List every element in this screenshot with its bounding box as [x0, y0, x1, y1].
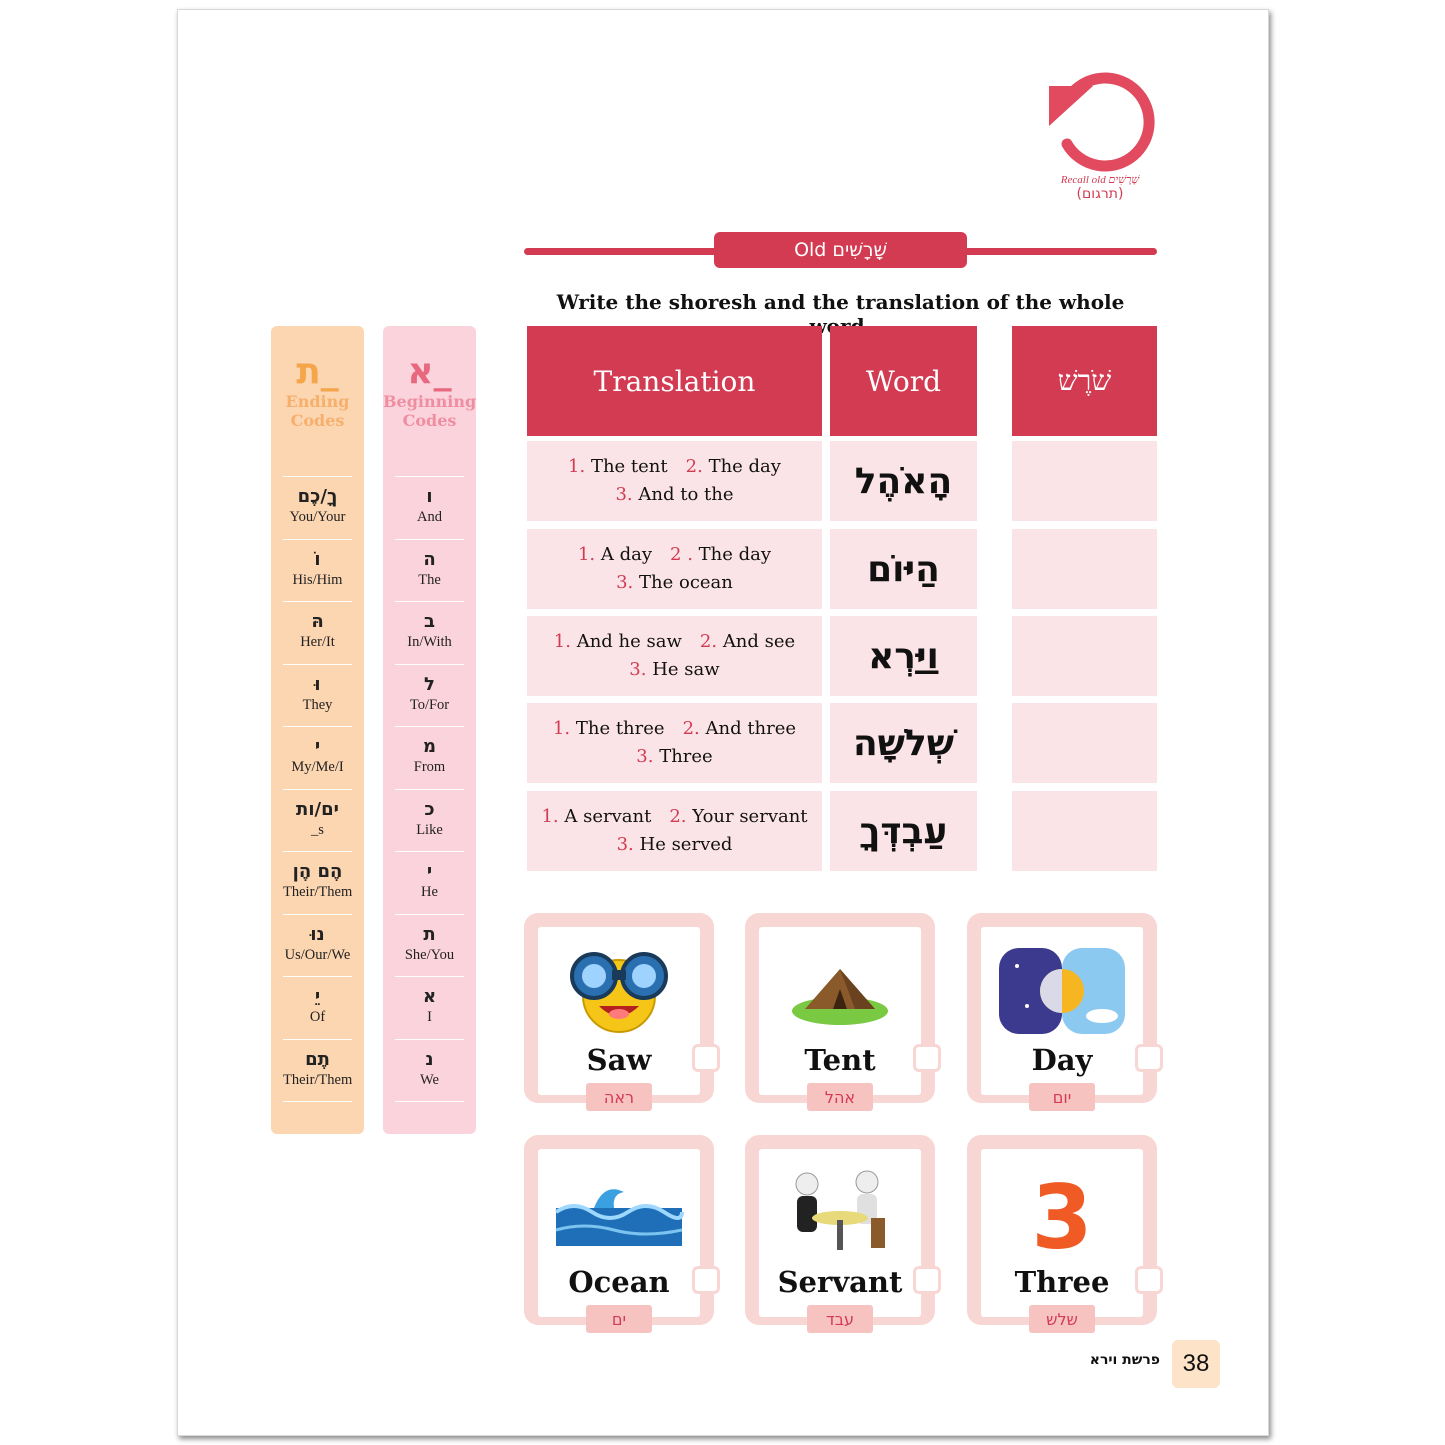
card-hebrew-tag: אהל: [807, 1083, 873, 1111]
translation-cell: [527, 703, 822, 783]
option-text: He served: [639, 834, 733, 855]
code-english: _s: [311, 821, 324, 838]
option-number: 3.: [616, 834, 634, 855]
header-word: Word: [830, 326, 977, 436]
ending-codes-letter: ת_: [296, 351, 339, 392]
picture-card-saw: [524, 913, 714, 1107]
option-text: The day: [708, 456, 781, 477]
picture-card-three: [967, 1135, 1157, 1329]
option-number: 1.: [541, 806, 559, 827]
option-number: 1.: [552, 718, 571, 739]
code-item: [283, 665, 352, 728]
option-text: And three: [705, 718, 797, 739]
card-english-word: Saw: [586, 1043, 652, 1077]
card-english-word: Three: [1014, 1265, 1110, 1299]
card-english-word: Tent: [804, 1043, 876, 1077]
code-item: [283, 540, 352, 603]
code-hebrew: הֶם הֶן: [292, 861, 343, 882]
translation-cell: [527, 441, 822, 521]
code-english: Like: [416, 821, 443, 838]
code-hebrew: ל: [424, 673, 435, 695]
recall-section: [1030, 60, 1170, 202]
recall-label: Recall old שָׁרָשִׁים: [1060, 174, 1140, 186]
code-item: [395, 1040, 464, 1103]
code-english: I: [427, 1009, 432, 1025]
code-item: [395, 727, 464, 790]
code-hebrew: י: [314, 736, 321, 757]
code-english: In/With: [407, 634, 452, 650]
code-item: [283, 477, 352, 540]
code-hebrew: ו: [426, 486, 433, 507]
section-title: Old שָׁרָשִׁים: [714, 232, 967, 268]
option-text: He saw: [652, 659, 720, 680]
ocean-wave-icon: [538, 1163, 700, 1263]
card-hebrew-tag: ים: [586, 1305, 652, 1333]
option-number: 3.: [629, 659, 647, 680]
option-number: 3.: [616, 572, 634, 593]
beginning-codes-title: Beginning Codes: [383, 392, 477, 430]
code-english: From: [413, 759, 446, 775]
code-english: Her/It: [300, 634, 335, 650]
code-item: [283, 915, 352, 978]
code-hebrew: ים/ות: [296, 798, 339, 820]
code-item: [283, 602, 352, 665]
header-translation: Translation: [527, 326, 822, 436]
word-cell: [830, 616, 977, 696]
code-item: [395, 665, 464, 728]
card-hebrew-tag: שלש: [1029, 1305, 1095, 1333]
code-hebrew: י: [426, 861, 433, 882]
hebrew-word: הַיּוֹם: [867, 548, 940, 590]
hebrew-word: שְׁלֹשָׁה: [852, 722, 955, 764]
code-hebrew: כ: [424, 798, 435, 820]
word-cell: [830, 791, 977, 871]
code-hebrew: ת: [423, 923, 436, 945]
beginning-codes-panel: [383, 326, 476, 1134]
card-hebrew-tag: עבד: [807, 1305, 873, 1333]
code-hebrew: ה: [423, 548, 436, 570]
translation-cell: [527, 529, 822, 609]
code-english: Their/Them: [283, 884, 353, 900]
option-number: 2.: [669, 806, 687, 827]
card-hebrew-tag: ראה: [586, 1083, 652, 1111]
option-text: And he saw: [576, 631, 682, 652]
code-item: [395, 477, 464, 540]
option-number: 2.: [685, 456, 703, 477]
option-text: A servant: [564, 806, 652, 827]
undo-arrow-icon: [1045, 60, 1155, 172]
header-shoresh: שֹׁרֶשׁ: [1012, 326, 1157, 436]
card-checkbox[interactable]: [1135, 1044, 1163, 1072]
numeral-three: 3: [1031, 1168, 1093, 1258]
option-text: The three: [575, 718, 665, 739]
code-english: The: [418, 571, 441, 588]
picture-card-day: [967, 913, 1157, 1107]
card-frame: [538, 927, 700, 1095]
number-three-icon: [981, 1163, 1143, 1263]
code-item: [283, 1040, 352, 1103]
code-english: You/Your: [289, 509, 346, 525]
code-item: [395, 977, 464, 1040]
code-english: His/Him: [292, 571, 343, 588]
ending-codes-panel: [271, 326, 364, 1134]
code-item: [283, 852, 352, 915]
code-hebrew: מ: [422, 736, 437, 757]
option-number: 3.: [615, 484, 633, 505]
card-english-word: Servant: [777, 1265, 903, 1299]
beginning-codes-list: [395, 476, 464, 1102]
card-frame: [538, 1149, 700, 1317]
code-hebrew: יֵ: [314, 986, 321, 1007]
instruction-text: Write the shoresh and the translation of the whole: [556, 290, 1125, 314]
code-item: [283, 790, 352, 853]
waiter-serving-icon: [759, 1163, 921, 1263]
ending-codes-title: Ending Codes: [285, 392, 350, 430]
code-hebrew: נ: [425, 1048, 434, 1070]
code-hebrew: וּ: [314, 673, 321, 695]
shoresh-answer-cell[interactable]: [1012, 703, 1157, 783]
option-number: 1.: [577, 544, 596, 565]
option-number: 1.: [553, 631, 571, 652]
code-english: Their/Them: [283, 1071, 353, 1088]
picture-card-servant: [745, 1135, 935, 1329]
card-frame: [759, 1149, 921, 1317]
page-number: 38: [1172, 1340, 1220, 1388]
option-text: And to the: [638, 484, 734, 505]
card-frame: [981, 1149, 1143, 1317]
option-text: Your servant: [692, 806, 808, 827]
code-english: And: [417, 509, 442, 525]
code-item: [283, 727, 352, 790]
code-english: My/Me/I: [291, 759, 344, 775]
code-item: [395, 915, 464, 978]
option-text: The tent: [590, 456, 668, 477]
option-text: The day: [698, 544, 772, 565]
card-checkbox[interactable]: [692, 1044, 720, 1072]
hebrew-word: הָאֹהֶל: [854, 460, 953, 502]
code-hebrew: ךָ/כֶם: [297, 486, 338, 507]
code-item: [395, 602, 464, 665]
option-text: And see: [722, 631, 796, 652]
code-english: To/For: [409, 696, 450, 713]
hebrew-word: וַיַּרְא: [868, 635, 939, 677]
code-hebrew: ב: [424, 611, 435, 632]
option-text: The ocean: [639, 572, 733, 593]
code-item: [395, 852, 464, 915]
picture-card-ocean: [524, 1135, 714, 1329]
code-english: They: [302, 696, 333, 713]
recall-sub: (תרגום): [1076, 186, 1124, 202]
option-number: 3.: [636, 746, 654, 767]
ending-codes-list: [283, 476, 352, 1102]
code-item: [283, 977, 352, 1040]
translation-cell: [527, 616, 822, 696]
option-number: 1.: [568, 456, 586, 477]
option-number: 2 .: [670, 544, 693, 565]
option-text: Three: [659, 746, 713, 767]
code-hebrew: א: [422, 986, 437, 1007]
card-checkbox[interactable]: [1135, 1266, 1163, 1294]
code-english: She/You: [404, 946, 455, 963]
code-hebrew: הּ: [311, 611, 324, 632]
card-english-word: Ocean: [568, 1265, 670, 1299]
code-english: Of: [309, 1009, 326, 1025]
code-english: Us/Our/We: [284, 946, 351, 963]
code-hebrew: תֶם: [305, 1048, 330, 1070]
tent-icon: [759, 941, 921, 1041]
word-cell: [830, 703, 977, 783]
code-hebrew: נוּ: [310, 923, 325, 945]
code-english: He: [421, 884, 438, 900]
translation-cell: [527, 791, 822, 871]
shoresh-answer-cell[interactable]: [1012, 529, 1157, 609]
card-hebrew-tag: יום: [1029, 1083, 1095, 1111]
shoresh-answer-cell[interactable]: [1012, 791, 1157, 871]
code-english: We: [420, 1071, 439, 1088]
binoculars-emoji-icon: [538, 941, 700, 1041]
hebrew-word: עַבְדְּךָ: [859, 810, 948, 852]
shoresh-answer-cell[interactable]: [1012, 616, 1157, 696]
card-checkbox[interactable]: [913, 1044, 941, 1072]
day-night-icon: [981, 941, 1143, 1041]
option-text: A day: [600, 544, 653, 565]
code-item: [395, 790, 464, 853]
word-cell: [830, 441, 977, 521]
option-number: 2.: [699, 631, 718, 652]
card-frame: [981, 927, 1143, 1095]
code-item: [395, 540, 464, 603]
shoresh-answer-cell[interactable]: [1012, 441, 1157, 521]
card-frame: [759, 927, 921, 1095]
parsha-name: פרשת וירא: [1089, 1352, 1160, 1368]
code-hebrew: וֹ: [314, 548, 321, 570]
card-checkbox[interactable]: [913, 1266, 941, 1294]
beginning-codes-letter: א_: [407, 351, 452, 392]
picture-card-tent: [745, 913, 935, 1107]
card-checkbox[interactable]: [692, 1266, 720, 1294]
option-number: 2.: [682, 718, 700, 739]
word-cell: [830, 529, 977, 609]
card-english-word: Day: [1031, 1043, 1093, 1077]
